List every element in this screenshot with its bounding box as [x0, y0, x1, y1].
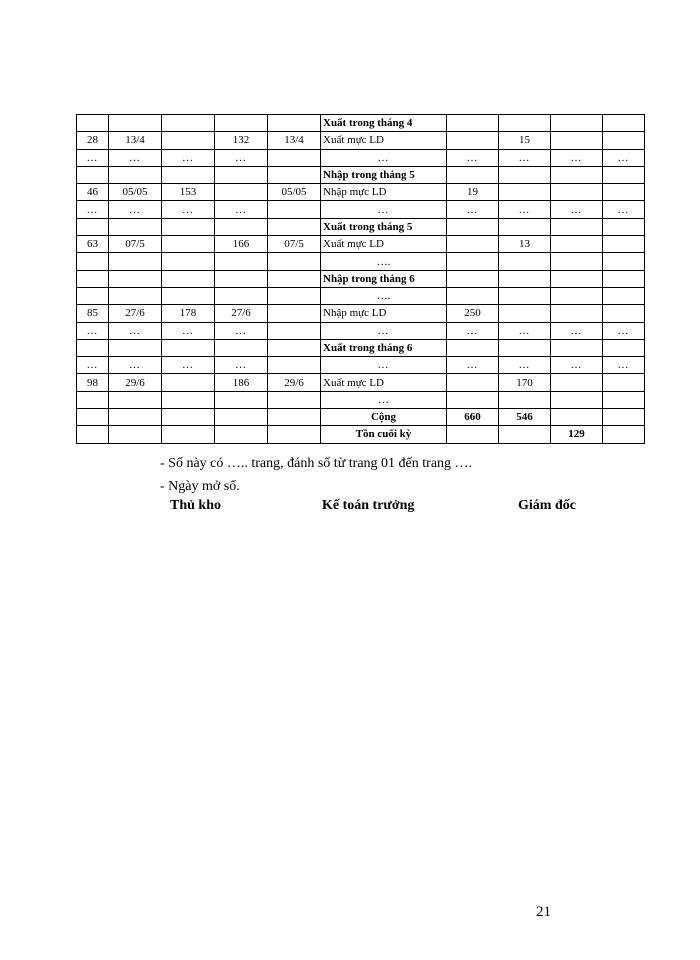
ledger-cell: … [77, 201, 109, 218]
ledger-cell [447, 426, 499, 443]
ledger-cell: 15 [499, 132, 551, 149]
ledger-cell [77, 218, 109, 235]
ledger-cell [215, 270, 268, 287]
ledger-cell: … [603, 322, 645, 339]
ledger-cell [551, 339, 603, 356]
ledger-cell: … [77, 322, 109, 339]
ledger-cell: … [109, 201, 162, 218]
ledger-cell: 98 [77, 374, 109, 391]
ledger-cell: 250 [447, 305, 499, 322]
ledger-cell [499, 115, 551, 132]
ledger-cell: Xuất mực LD [321, 236, 447, 253]
ledger-cell: … [551, 322, 603, 339]
ledger-cell [162, 409, 215, 426]
ledger-cell [447, 374, 499, 391]
ledger-cell [447, 391, 499, 408]
ledger-cell: … [109, 149, 162, 166]
signature-thu-kho: Thủ kho [170, 498, 221, 513]
ledger-cell [603, 253, 645, 270]
ledger-cell [162, 339, 215, 356]
ledger-cell [447, 339, 499, 356]
ledger-cell [447, 132, 499, 149]
ledger-cell: 13/4 [109, 132, 162, 149]
ledger-cell: … [215, 322, 268, 339]
ledger-cell [499, 426, 551, 443]
ledger-cell: 05/05 [109, 184, 162, 201]
ledger-cell [215, 184, 268, 201]
ledger-cell: … [447, 201, 499, 218]
ledger-cell [268, 322, 321, 339]
ledger-row [77, 374, 645, 391]
ledger-cell [77, 270, 109, 287]
ledger-cell [109, 409, 162, 426]
ledger-cell: 129 [551, 426, 603, 443]
ledger-cell [551, 391, 603, 408]
ledger-cell [109, 287, 162, 304]
ledger-cell: … [499, 357, 551, 374]
ledger-cell: 13/4 [268, 132, 321, 149]
ledger-cell: … [447, 357, 499, 374]
ledger-cell [77, 115, 109, 132]
ledger-row [77, 426, 645, 443]
ledger-cell [499, 339, 551, 356]
ledger-cell [268, 357, 321, 374]
ledger-cell: 29/6 [268, 374, 321, 391]
ledger-cell: Xuất trong tháng 6 [321, 339, 447, 356]
ledger-cell: … [321, 322, 447, 339]
ledger-row [77, 184, 645, 201]
ledger-cell: …. [321, 287, 447, 304]
ledger-row [77, 166, 645, 183]
ledger-cell: 166 [215, 236, 268, 253]
ledger-cell [499, 391, 551, 408]
ledger-cell [268, 409, 321, 426]
ledger-row [77, 218, 645, 235]
ledger-row [77, 357, 645, 374]
ledger-cell [215, 253, 268, 270]
note-open-date: - Ngày mở sổ. [160, 479, 240, 494]
ledger-cell [447, 253, 499, 270]
ledger-cell [603, 166, 645, 183]
ledger-cell: … [499, 201, 551, 218]
ledger-cell: … [551, 201, 603, 218]
ledger-cell: 27/6 [215, 305, 268, 322]
ledger-cell: Nhập mực LD [321, 184, 447, 201]
ledger-cell [109, 270, 162, 287]
ledger-cell [268, 115, 321, 132]
ledger-cell: Xuất mực LD [321, 132, 447, 149]
ledger-row [77, 409, 645, 426]
ledger-cell: … [499, 322, 551, 339]
ledger-row [77, 305, 645, 322]
ledger-cell [268, 339, 321, 356]
ledger-cell [447, 115, 499, 132]
ledger-body [77, 115, 645, 444]
ledger-cell: … [215, 149, 268, 166]
ledger-cell: … [77, 149, 109, 166]
ledger-cell [215, 409, 268, 426]
ledger-cell: 05/05 [268, 184, 321, 201]
ledger-cell: Nhập trong tháng 6 [321, 270, 447, 287]
ledger-cell: 46 [77, 184, 109, 201]
ledger-cell [268, 391, 321, 408]
ledger-row [77, 391, 645, 408]
ledger-row [77, 115, 645, 132]
ledger-cell [268, 253, 321, 270]
ledger-cell [551, 374, 603, 391]
ledger-cell: … [109, 357, 162, 374]
ledger-row [77, 132, 645, 149]
ledger-cell [551, 184, 603, 201]
ledger-cell [551, 253, 603, 270]
ledger-cell: … [447, 322, 499, 339]
page-number: 21 [536, 904, 551, 920]
ledger-cell [447, 218, 499, 235]
ledger-cell [109, 339, 162, 356]
ledger-cell [162, 287, 215, 304]
ledger-cell [551, 305, 603, 322]
ledger-cell [215, 426, 268, 443]
ledger-cell: … [162, 322, 215, 339]
ledger-cell [268, 287, 321, 304]
ledger-cell: 13 [499, 236, 551, 253]
ledger-row [77, 287, 645, 304]
ledger-cell [551, 132, 603, 149]
ledger-cell [447, 236, 499, 253]
ledger-cell [447, 287, 499, 304]
ledger-cell [268, 270, 321, 287]
ledger-cell [551, 409, 603, 426]
ledger-cell [499, 218, 551, 235]
ledger-cell: … [162, 149, 215, 166]
ledger-cell: Xuất mực LD [321, 374, 447, 391]
ledger-cell [499, 270, 551, 287]
ledger-cell: Xuất trong tháng 4 [321, 115, 447, 132]
ledger-cell [603, 218, 645, 235]
ledger-cell: Cộng [321, 409, 447, 426]
ledger-cell: … [321, 201, 447, 218]
ledger-cell [109, 426, 162, 443]
ledger-cell [77, 253, 109, 270]
ledger-cell [109, 218, 162, 235]
ledger-cell [162, 253, 215, 270]
ledger-cell [77, 426, 109, 443]
ledger-cell: … [499, 149, 551, 166]
ledger-cell: … [215, 201, 268, 218]
ledger-cell [603, 132, 645, 149]
ledger-cell [77, 166, 109, 183]
ledger-cell: … [551, 149, 603, 166]
ledger-cell: … [447, 149, 499, 166]
ledger-cell: … [162, 201, 215, 218]
ledger-cell [499, 305, 551, 322]
ledger-cell: … [603, 357, 645, 374]
ledger-cell [77, 339, 109, 356]
ledger-cell [499, 184, 551, 201]
ledger-cell: 29/6 [109, 374, 162, 391]
ledger-cell [162, 218, 215, 235]
ledger-cell [603, 236, 645, 253]
ledger-cell: … [551, 357, 603, 374]
ledger-cell [215, 218, 268, 235]
ledger-cell: 07/5 [268, 236, 321, 253]
ledger-cell [215, 339, 268, 356]
ledger-cell: 27/6 [109, 305, 162, 322]
ledger-cell: 170 [499, 374, 551, 391]
ledger-cell [268, 305, 321, 322]
ledger-cell: Nhập trong tháng 5 [321, 166, 447, 183]
ledger-cell: 660 [447, 409, 499, 426]
ledger-cell [162, 236, 215, 253]
ledger-cell: Tồn cuối kỳ [321, 426, 447, 443]
ledger-cell: … [215, 357, 268, 374]
ledger-cell [215, 391, 268, 408]
ledger-cell: … [162, 357, 215, 374]
ledger-cell: … [77, 357, 109, 374]
ledger-cell [215, 166, 268, 183]
ledger-cell [603, 270, 645, 287]
ledger-cell [499, 287, 551, 304]
ledger-cell: …. [321, 253, 447, 270]
ledger-cell [162, 426, 215, 443]
signature-giam-doc: Giám đốc [518, 498, 576, 513]
ledger-cell [551, 218, 603, 235]
ledger-cell: … [321, 357, 447, 374]
note-page-count: - Sổ này có ….. trang, đánh số từ trang 01 đến trang …. [160, 456, 473, 471]
ledger-cell [603, 184, 645, 201]
ledger-cell [551, 115, 603, 132]
ledger-cell: 85 [77, 305, 109, 322]
ledger-cell [603, 426, 645, 443]
ledger-cell [162, 391, 215, 408]
ledger-row [77, 253, 645, 270]
ledger-cell [162, 115, 215, 132]
ledger-cell [77, 391, 109, 408]
ledger-cell [268, 201, 321, 218]
ledger-row [77, 236, 645, 253]
signature-ke-toan-truong: Kế toán trưởng [322, 498, 415, 513]
ledger-cell [162, 166, 215, 183]
ledger-cell: … [603, 149, 645, 166]
ledger-cell: … [603, 201, 645, 218]
ledger-cell: … [321, 149, 447, 166]
ledger-cell: 186 [215, 374, 268, 391]
ledger-cell: 63 [77, 236, 109, 253]
ledger-row [77, 270, 645, 287]
ledger-cell [499, 253, 551, 270]
ledger-cell [109, 253, 162, 270]
ledger-cell [268, 149, 321, 166]
ledger-row [77, 322, 645, 339]
ledger-cell [603, 391, 645, 408]
ledger-cell: Nhập mực LD [321, 305, 447, 322]
ledger-row [77, 339, 645, 356]
ledger-cell [447, 166, 499, 183]
ledger-cell: 546 [499, 409, 551, 426]
ledger-cell [215, 115, 268, 132]
ledger-cell: 07/5 [109, 236, 162, 253]
ledger-cell: … [109, 322, 162, 339]
ledger-cell [162, 132, 215, 149]
ledger-cell [603, 287, 645, 304]
ledger-cell [603, 115, 645, 132]
ledger-cell [268, 218, 321, 235]
ledger-cell [551, 236, 603, 253]
ledger-cell [603, 409, 645, 426]
ledger-cell [499, 166, 551, 183]
ledger-cell [77, 287, 109, 304]
ledger-cell: … [321, 391, 447, 408]
ledger-cell [162, 374, 215, 391]
ledger-cell [447, 270, 499, 287]
ledger-cell: 19 [447, 184, 499, 201]
ledger-row [77, 149, 645, 166]
ledger-cell [109, 391, 162, 408]
ledger-cell [551, 270, 603, 287]
ledger-cell [551, 166, 603, 183]
ledger-cell [603, 374, 645, 391]
ledger-cell: 132 [215, 132, 268, 149]
ledger-cell: Xuất trong tháng 5 [321, 218, 447, 235]
ledger-cell [603, 305, 645, 322]
ledger-cell [162, 270, 215, 287]
ledger-cell [268, 166, 321, 183]
ledger-cell [77, 409, 109, 426]
ledger-row [77, 201, 645, 218]
inventory-ledger-table [76, 114, 645, 444]
ledger-cell [109, 115, 162, 132]
ledger-cell [551, 287, 603, 304]
ledger-cell: 153 [162, 184, 215, 201]
ledger-cell [215, 287, 268, 304]
ledger-cell: 178 [162, 305, 215, 322]
ledger-cell [603, 339, 645, 356]
ledger-cell: 28 [77, 132, 109, 149]
ledger-cell [109, 166, 162, 183]
ledger-cell [268, 426, 321, 443]
